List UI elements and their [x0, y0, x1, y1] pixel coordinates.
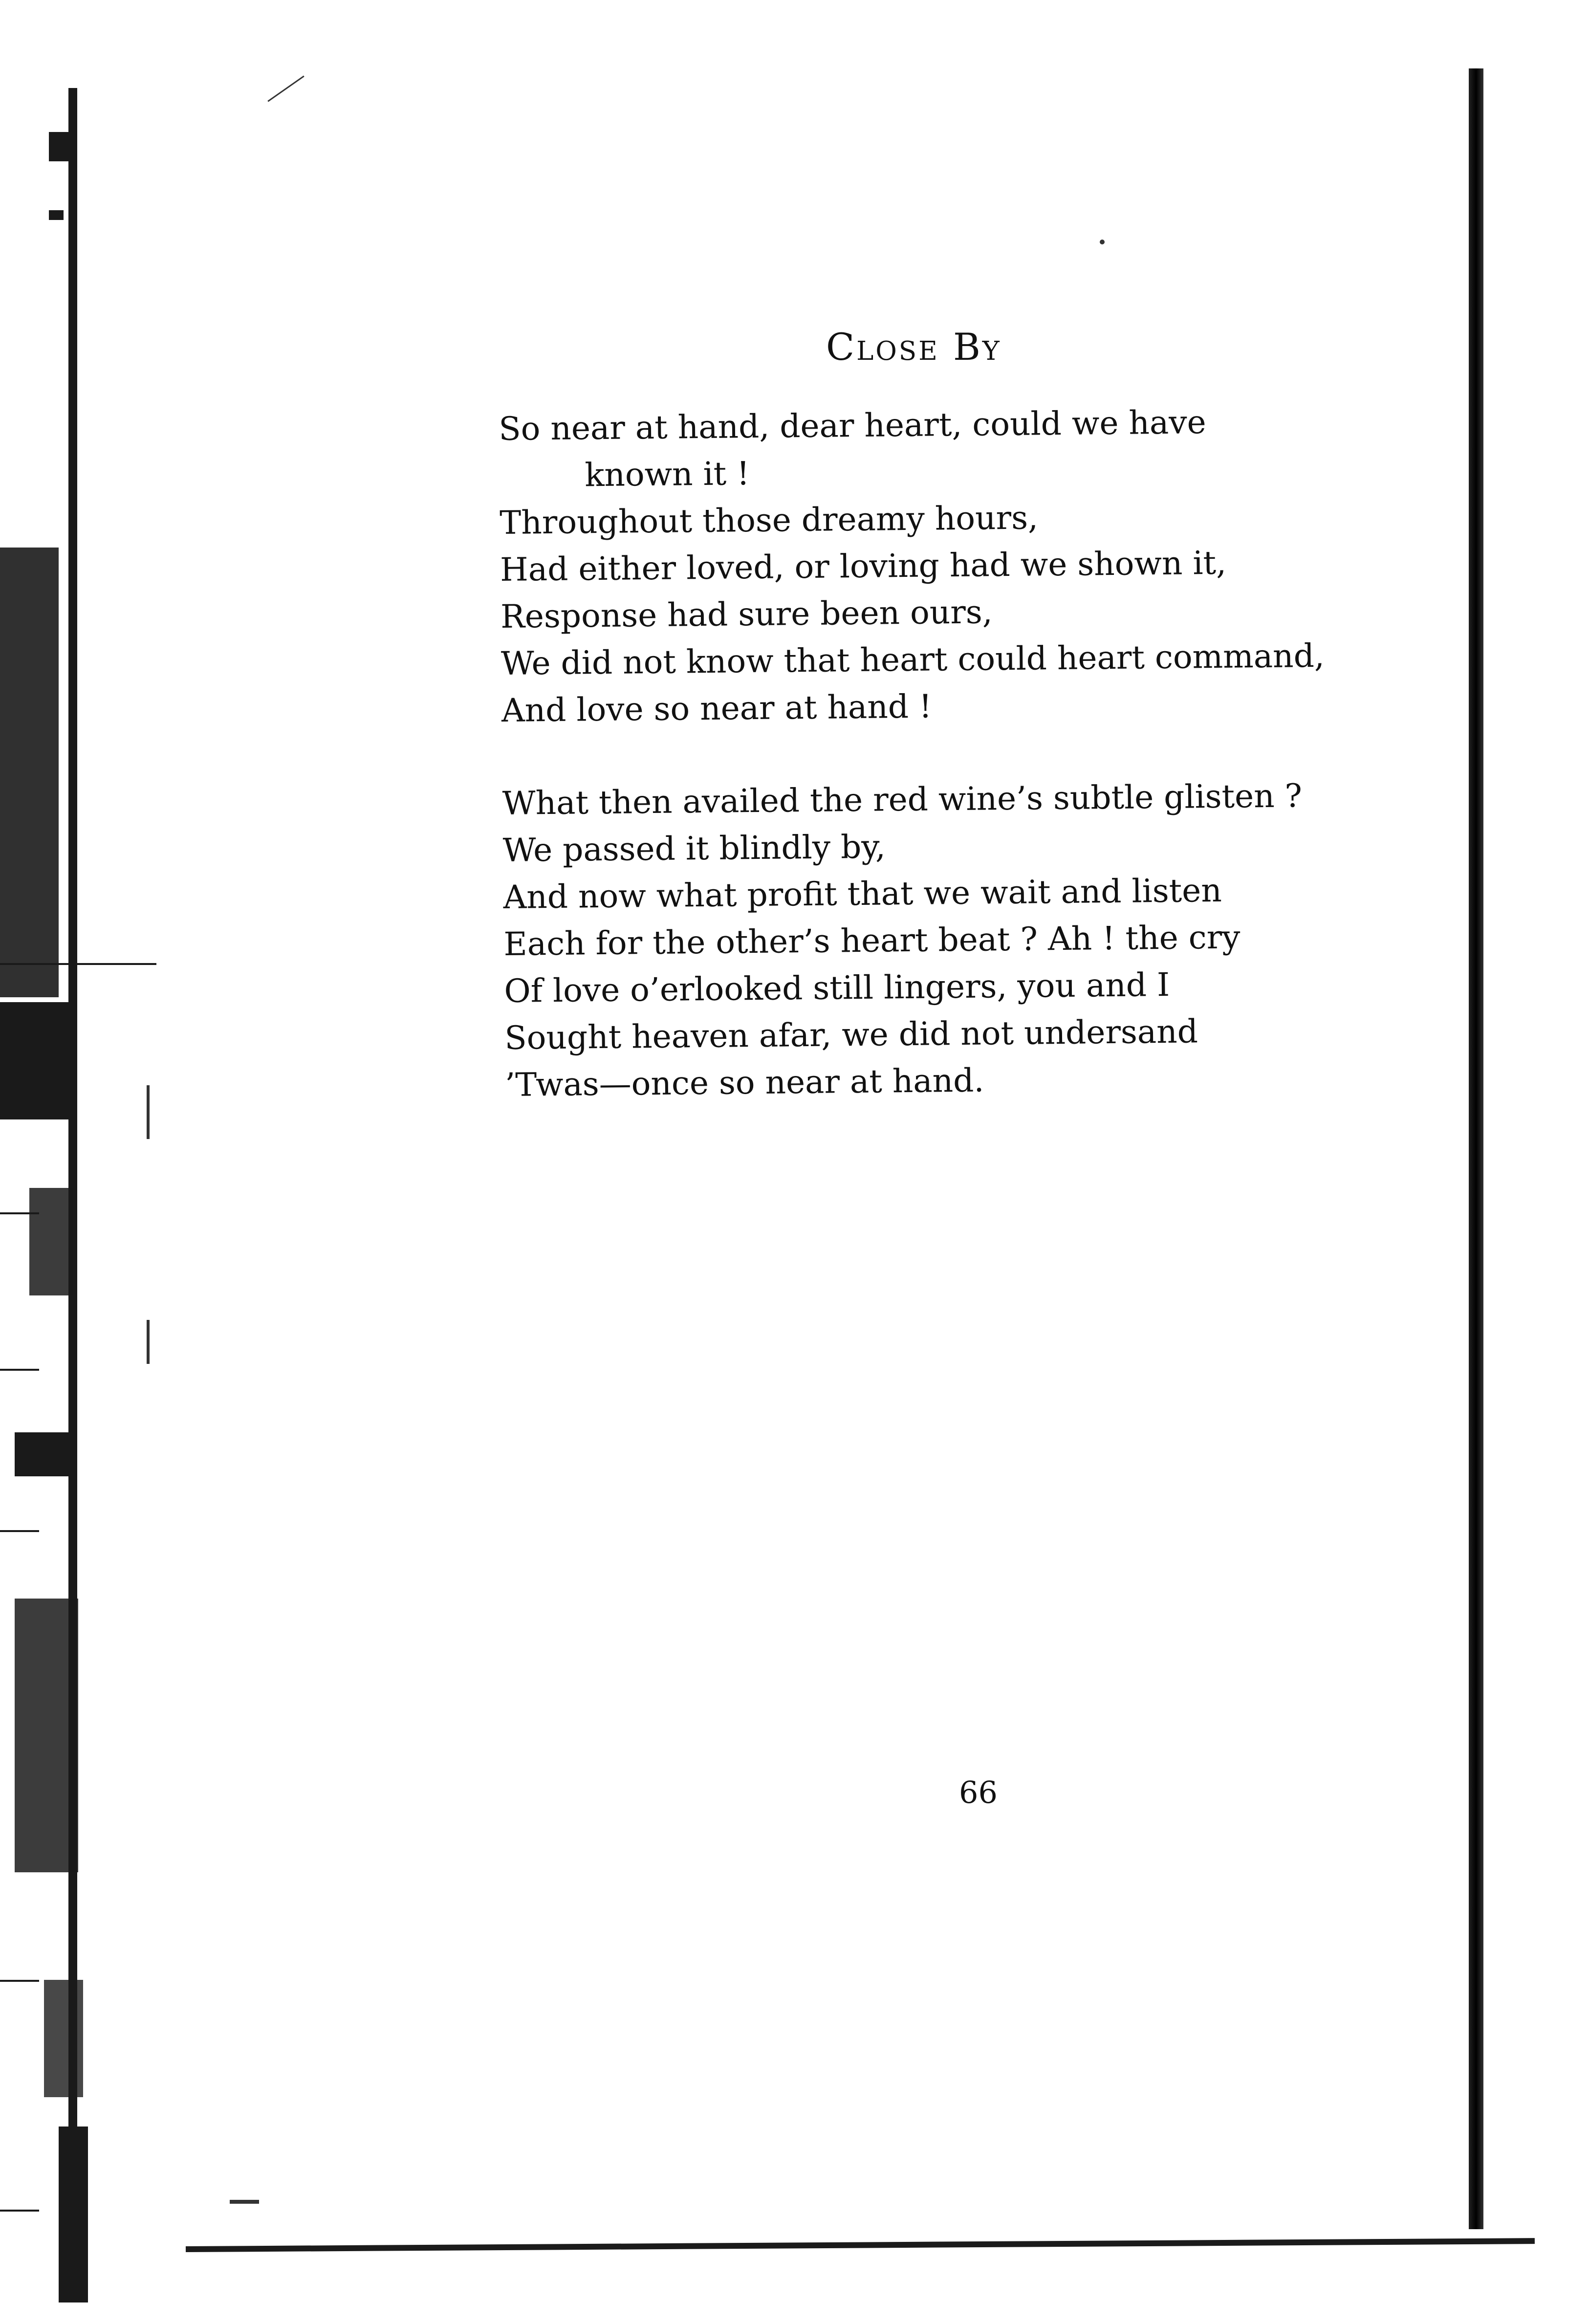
poem-line: Sought heaven afar, we did not undersand [504, 1012, 1198, 1057]
poem-line: Each for the other’s heart beat ? Ah ! the cry [503, 918, 1241, 963]
poem-line: Had either loved, or loving had we shown it, [500, 544, 1227, 589]
poem-line: known it ! [584, 455, 750, 494]
poem-line: And now what profit that we wait and listen [503, 871, 1222, 916]
poem-line: We passed it blindly by, [502, 828, 886, 869]
poem-line: Of love o’erlooked still lingers, you and I [504, 965, 1170, 1010]
scan-right-edge [1469, 68, 1483, 2229]
poem-line: We did not know that heart could heart command, [501, 636, 1325, 682]
stanza-1 [499, 397, 1430, 734]
poem-line: What then availed the red wine’s subtle glisten ? [502, 777, 1303, 822]
scan-speck [147, 1085, 150, 1139]
scan-bottom-edge [186, 2238, 1535, 2252]
poem-line: And love so near at hand ! [501, 687, 932, 729]
poem-line: Throughout those dreamy hours, [499, 499, 1039, 542]
page-number: 66 [959, 1775, 998, 1810]
scan-speck [267, 75, 304, 102]
stanza-2 [502, 771, 1434, 1109]
scan-left-edge [0, 73, 122, 2302]
poem-line: Response had sure been ours, [500, 593, 993, 636]
poem-body [499, 397, 1435, 1155]
scan-speck [1100, 240, 1105, 244]
poem-line: ’Twas—once so near at hand. [504, 1061, 984, 1104]
poem-title: Close By [826, 325, 1001, 369]
poem-line: So near at hand, dear heart, could we have [499, 403, 1206, 448]
scan-speck [147, 1320, 150, 1364]
scan-speck [230, 2200, 259, 2204]
